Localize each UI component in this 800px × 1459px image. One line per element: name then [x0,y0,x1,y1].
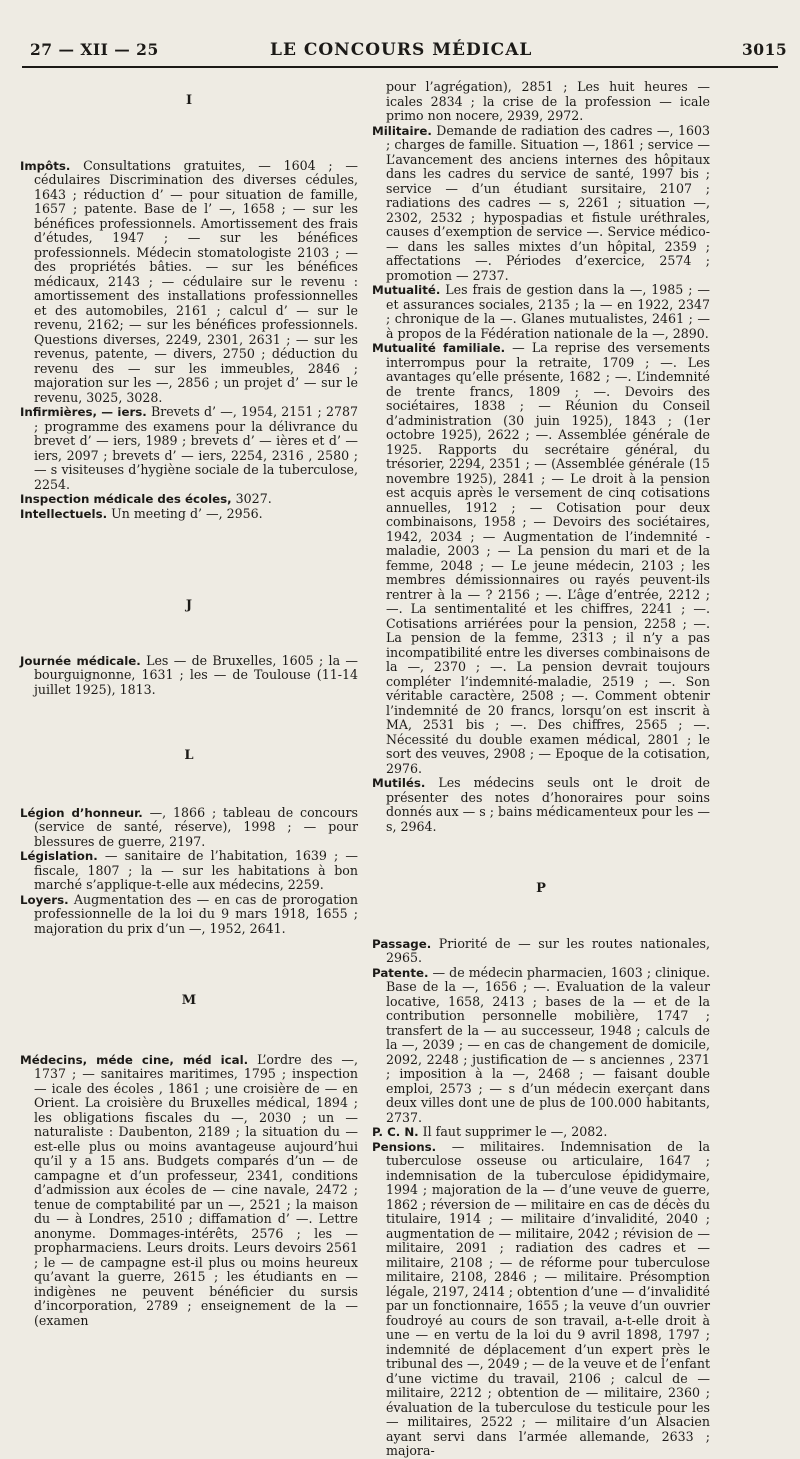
header-rule [22,66,778,68]
index-entry [20,1053,358,1329]
entry-body: —, 1866 ; tableau de concours (service de santé, réserve), 1998 ; — pour blessures de guerre, 2197. [34,804,358,849]
index-entry [20,806,358,850]
index-column-left [20,80,358,1328]
index-entry [372,124,710,284]
entry-body: L’ordre des —, 1737 ; — sanitaires maritimes, 1795 ; inspection — icale des écoles , 1861 ; une croisière de — en Orient. La croisière du Bruxelles médical, 1894 ; les obligations fiscales du —, 2030 ; un — naturaliste : Daubenton, 2189 ; la situation du — est-elle plus ou moins avantageuse aujourd’hui qu’il y a 15 ans. Budgets comparés d’un — de campagne et d’un professeur, 2341, conditions d’admission aux écoles de — cine navale, 2472 ; tenue de comptabilité par un —, 2521 ; la maison du — à Londres, 2510 ; diffamation d’ —. Lettre anonyme. Dommages-intérêts, 2576 ; les — propharmaciens. Leurs droits. Leurs devoirs 2561 ; le — de campagne est-il plus ou moins heureux qu’avant la guerre, 2615 ; les étudiants en — indigènes ne peuvent bénéficier du sursis d’incorporation, 2789 ; enseignement de la — (examen [34,1051,358,1328]
section-letter: M [181,993,197,1008]
entry-body: Augmentation des — en cas de prorogation professionnelle de la loi du 9 mars 1918, 1655 ; majoration du prix d’un —, 1952, 2641. [34,891,358,936]
entry-body: — sanitaire de l’habitation, 1639 ; — fiscale, 1807 ; la — sur les habitations à bon marché s’applique-t-elle aux médecins, 2259. [34,848,358,892]
entry-headword: Militaire. [372,123,432,138]
index-entry [20,405,358,492]
entry-body: Priorité de — sur les routes nationales, 2965. [386,935,710,965]
index-column-right [372,80,710,1459]
entry-headword: Inspection médicale des écoles, [20,492,232,506]
section-letter: I [185,93,193,108]
entry-headword: Médecins, méde cine, méd ical. [20,1052,249,1067]
page-number: 3015 [742,40,788,59]
index-entry-continued: pour l’agrégation), 2851 ; Les huit heures — icales 2834 ; la crise de la profession — icale primo non nocere, 2939, 2972. [386,79,710,123]
entry-headword: Légion d’honneur. [20,805,143,820]
index-entry [372,1125,710,1140]
entry-body: Consultations gratuites, — 1604 ; — cédulaires Discrimination des diverses cédules, 1643 ; réduction d’ — pour situation de famille, 1657 ; patente. Base de l’ —, 1658 ; — sur les bénéfices professionnels. Amortissement des frais d’études, 1947 ; — sur les bénéfices professionnels. Médecin stomatologiste 2103 ; — des propriétés bâties. — sur les bénéfices médicaux, 2143 ; — cédulaire sur le revenu : amortissement des installations professionnelles et des automobiles, 2161 ; calcul d’ — sur le revenu, 2162; — sur les bénéfices professionnels. Questions diverses, 2249, 2301, 2631 ; — sur les revenus, patente, — divers, 2750 ; déduction du revenu des — sur les immeubles, 2846 ; majoration sur les —, 2856 ; un projet d’ — sur le revenu, 3025, 3028. [34,157,358,405]
entry-headword: Journée médicale. [20,653,141,668]
entry-headword: P. C. N. [372,1125,419,1139]
entry-body: Brevets d’ —, 1954, 2151 ; 2787 ; programme des examens pour la délivrance du brevet d’ — iers, 1989 ; brevets d’ — ières et d’ — iers, 2097 ; brevets d’ — iers, 2254, 2316 , 2580 ; — s visiteuses d’hygiène sociale de la tuberculose, 2254. [34,404,358,492]
index-entry [372,341,710,776]
entry-headword: Loyers. [20,892,69,907]
header-date: 27 — XII — 25 [30,40,159,59]
entry-body: 3027. [231,491,272,506]
entry-headword: Impôts. [20,158,71,173]
index-entry [372,966,710,1126]
index-entry [20,893,358,937]
index-entry [372,1140,710,1459]
entry-body: Les médecins seuls ont le droit de présenter des notes d’honoraires pour soins donnés aux — s ; bains médicamenteux pour les — s, 2964. [386,775,710,834]
entry-headword: Mutualité. [372,283,441,297]
entry-body: Un meeting d’ —, 2956. [107,505,263,521]
entry-headword: Pensions. [372,1139,437,1154]
index-entry [372,283,710,341]
index-entry [372,776,710,834]
entry-body: — de médecin pharmacien, 1603 ; clinique. Base de la —, 1656 ; —. Evaluation de la valeur locative, 1658, 2413 ; bases de la — et de la contribution personnelle mobilière, 1747 ; transfert de la — au successeur, 1948 ; calculs de la —, 2039 ; — en cas de changement de domicile, 2092, 2248 ; justification de — s anciennes , 2371 ; imposition à la —, 2468 ; — faisant double emploi, 2573 ; — s d’un médecin exerçant dans deux villes dont une de plus de 100.000 habitants, 2737. [386,964,710,1125]
entry-headword: Législation. [20,849,98,863]
section-letter: P [536,881,546,896]
index-entry [20,654,358,698]
index-entry [372,937,710,966]
section-letter: L [184,748,194,763]
entry-headword: Mutualité familiale. [372,341,506,355]
index-entry [20,507,358,522]
entry-headword: Passage. [372,936,432,951]
entry-body: — militaires. Indemnisation de la tuberculose osseuse ou articulaire, 1647 ; indemnisation de la tuberculose épididymaire, 1994 ; majoration de la — d’une veuve de guerre, 1862 ; réversion de — militaire en cas de décès du titulaire, 1914 ; — militaire d’invalidité, 2040 ; augmentation de — militaire, 2042 ; révision de — militaire, 2091 ; radiation des cadres et — militaire, 2108 ; — de réforme pour tuberculose militaire, 2108, 2846 ; — militaire. Présomption légale, 2197, 2414 ; obtention d’une — d’invalidité par un fonctionnaire, 1655 ; la veuve d’un ouvrier foudroyé au cours de son travail, a-t-elle droit à une — en vertu de la loi du 9 avril 1898, 1797 ; indemnité de déplacement d’un expert près le tribunal des —, 2049 ; — de la veuve et de l’enfant d’une victime du travail, 2106 ; calcul de — militaire, 2212 ; obtention de — militaire, 2360 ; évaluation de la tuberculose du testicule pour les — militaires, 2522 ; — militaire d’un Alsacien ayant servi dans l’armée allemande, 2633 ; majora- [386,1138,710,1458]
entry-headword: Patente. [372,965,429,980]
section-letter: J [185,598,193,613]
entry-body: Demande de radiation des cadres —, 1603 ; charges de famille. Situation —, 1861 ; service — L’avancement des anciens internes des hôpitaux dans les cadres du service de santé, 1997 bis ; service — d’un étudiant sursitaire, 2107 ; radiations des cadres — s, 2261 ; situation —, 2302, 2532 ; hypospadias et fistule uréthrales, causes d’exemption de service —. Service médico- — dans les salles mixtes d’un hôpital, 2359 ; affectations —. Périodes d’exercice, 2574 ; promotion — 2737. [386,122,710,283]
entry-body: Les frais de gestion dans la —, 1985 ; — et assurances sociales, 2135 ; la — en 1922, 2347 ; chronique de la —. Glanes mutualistes, 2461 ; — à propos de la Fédération nationale de la —, 2890. [386,282,710,341]
entry-headword: Mutilés. [372,776,426,790]
entry-headword: Infirmières, — iers. [20,405,147,419]
entry-body: Il faut supprimer le —, 2082. [418,1124,608,1139]
journal-title: LE CONCOURS MÉDICAL [270,40,533,60]
entry-body: — La reprise des versements interrompus pour la retraite, 1709 ; —. Les avantages qu’elle présente, 1682 ; —. L’indemnité de trente francs, 1809 ; —. Devoirs des sociétaires, 1838 ; — Réunion du Conseil d’administration (30 juin 1925), 1843 ; (1er octobre 1925), 2622 ; —. Assemblée générale de 1925. Rapports du secrétaire général, du trésorier, 2294, 2351 ; — (Assemblée générale (15 novembre 1925), 2841 ; — Le droit à la pension est acquis après le versement de cinq cotisations annuelles, 1912 ; — Cotisation pour deux combinaisons, 1958 ; — Devoirs des sociétaires, 1942, 2034 ; — Augmentation de l’indemnité -maladie, 2003 ; — La pension du mari et de la femme, 2048 ; — Le jeune médecin, 2103 ; les membres démissionnaires ou rayés peuvent-ils rentrer à la — ? 2156 ; —. L’âge d’entrée, 2212 ; —. La sentimentalité et les chiffres, 2241 ; —. Cotisations arriérées pour la pension, 2258 ; —. La pension de la femme, 2313 ; il n’y a pas incompatibilité entre les diverses combinaisons de la —, 2370 ; —. La pension devrait toujours compléter l’indemnité-maladie, 2519 ; —. Son véritable caractère, 2508 ; —. Comment obtenir l’indemnité de 20 francs, lorsqu’on est inscrit à MA, 2531 bis ; —. Des chiffres, 2565 ; —. Nécessité du double examen médical, 2801 ; le sort des veuves, 2908 ; — Epoque de la cotisation, 2976. [386,340,710,776]
index-entry [20,159,358,406]
entry-headword: Intellectuels. [20,506,108,521]
entry-body: Les — de Bruxelles, 1605 ; la — bourguignonne, 1631 ; les — de Toulouse (11-14 juillet 1925), 1813. [34,652,358,697]
index-entry [20,492,358,507]
index-entry [20,849,358,893]
